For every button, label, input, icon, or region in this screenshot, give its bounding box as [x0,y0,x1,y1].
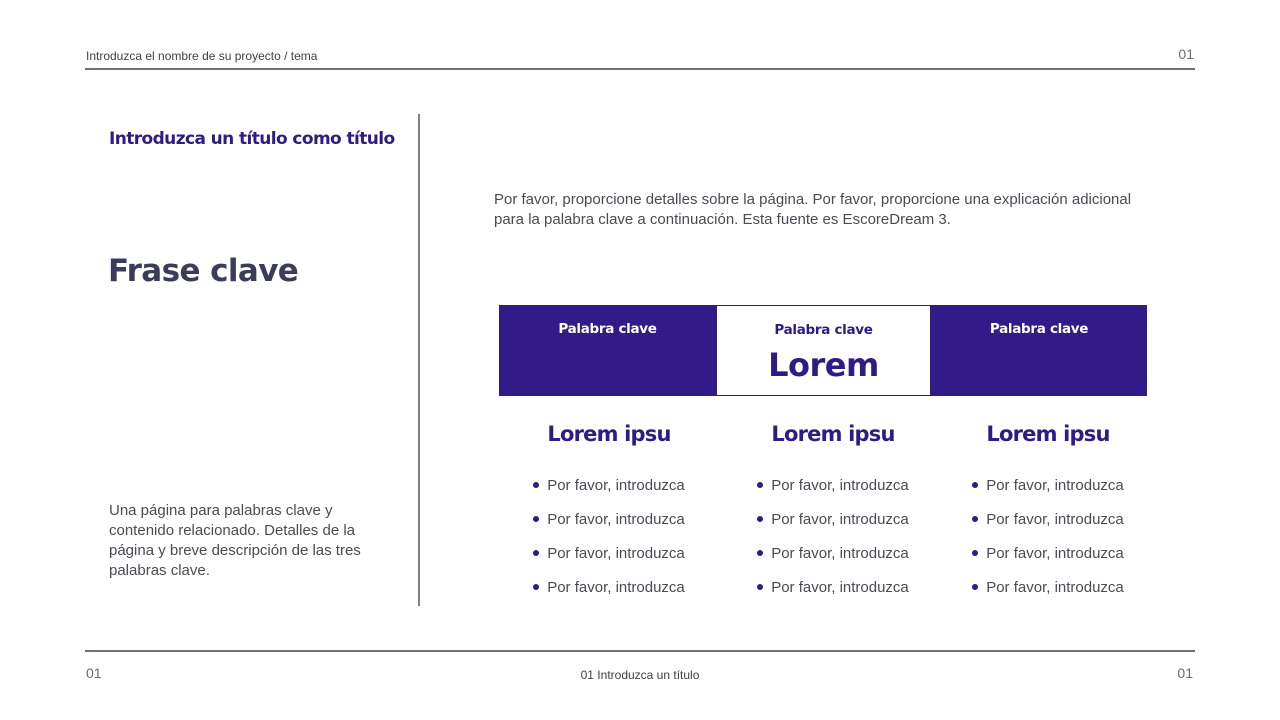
keyword-value: Lorem [768,346,879,384]
keyword-box-1 [499,305,716,396]
list-item [725,468,941,502]
bullet-icon [972,516,978,522]
bullet-list [501,468,717,604]
list-item [725,570,941,604]
bullet-icon [972,482,978,488]
column-heading: Lorem ipsu [771,422,895,446]
list-item-text: Por favor, introduzca [986,510,1124,528]
list-item [940,536,1156,570]
keyword-label: Palabra clave [774,322,873,338]
list-item-text: Por favor, introduzca [986,578,1124,596]
intro-paragraph: Por favor, proporcione detalles sobre la página. Por favor, proporcione una explicación adicional para la palabra clave a continuación. Esta fuente es EscoreDream 3. [494,191,1132,228]
footer-title: 01 Introduzca un título [580,668,700,682]
keyword-label: Palabra clave [989,321,1089,337]
left-description: Una página para palabras clave y contenido relacionado. Detalles de la página y breve descripción de las tres palabras clave. [109,502,361,579]
bullet-icon [533,584,539,590]
list-item-text: Por favor, introduzca [771,578,909,596]
list-item [940,570,1156,604]
bullet-icon [757,584,763,590]
section-title: Introduzca un título como título [109,129,395,149]
keyword-label: Palabra clave [558,321,657,337]
bullet-list [940,468,1156,604]
column-heading: Lorem ipsu [547,422,671,446]
list-item-text: Por favor, introduzca [547,578,685,596]
footer-right-number: 01 [1177,665,1193,681]
vertical-divider [418,114,420,606]
list-item-text: Por favor, introduzca [986,544,1124,562]
list-item [725,502,941,536]
list-item [940,468,1156,502]
bullet-icon [972,584,978,590]
keyword-box-2 [716,305,931,396]
list-item [501,536,717,570]
key-phrase: Frase clave [108,253,299,289]
list-item-text: Por favor, introduzca [547,544,685,562]
list-item [725,536,941,570]
project-name: Introduzca el nombre de su proyecto / tema [86,49,318,63]
keyword-box-3 [931,305,1147,396]
header-divider [85,68,1195,70]
bullet-icon [757,516,763,522]
list-item [501,570,717,604]
bullet-list [725,468,941,604]
list-item-text: Por favor, introduzca [547,476,685,494]
list-item [501,502,717,536]
bullet-icon [757,482,763,488]
list-item [501,468,717,502]
list-item-text: Por favor, introduzca [771,510,909,528]
list-item-text: Por favor, introduzca [771,544,909,562]
bullet-icon [757,550,763,556]
footer-left-number: 01 [86,665,102,681]
bullet-icon [533,482,539,488]
bullet-icon [533,516,539,522]
column-1 [501,422,717,604]
footer-divider [85,650,1195,652]
list-item-text: Por favor, introduzca [986,476,1124,494]
header-page-number: 01 [1178,46,1194,62]
bullet-icon [533,550,539,556]
column-heading: Lorem ipsu [986,422,1110,446]
column-3 [940,422,1156,604]
list-item [940,502,1156,536]
bullet-icon [972,550,978,556]
column-2 [725,422,941,604]
list-item-text: Por favor, introduzca [771,476,909,494]
list-item-text: Por favor, introduzca [547,510,685,528]
